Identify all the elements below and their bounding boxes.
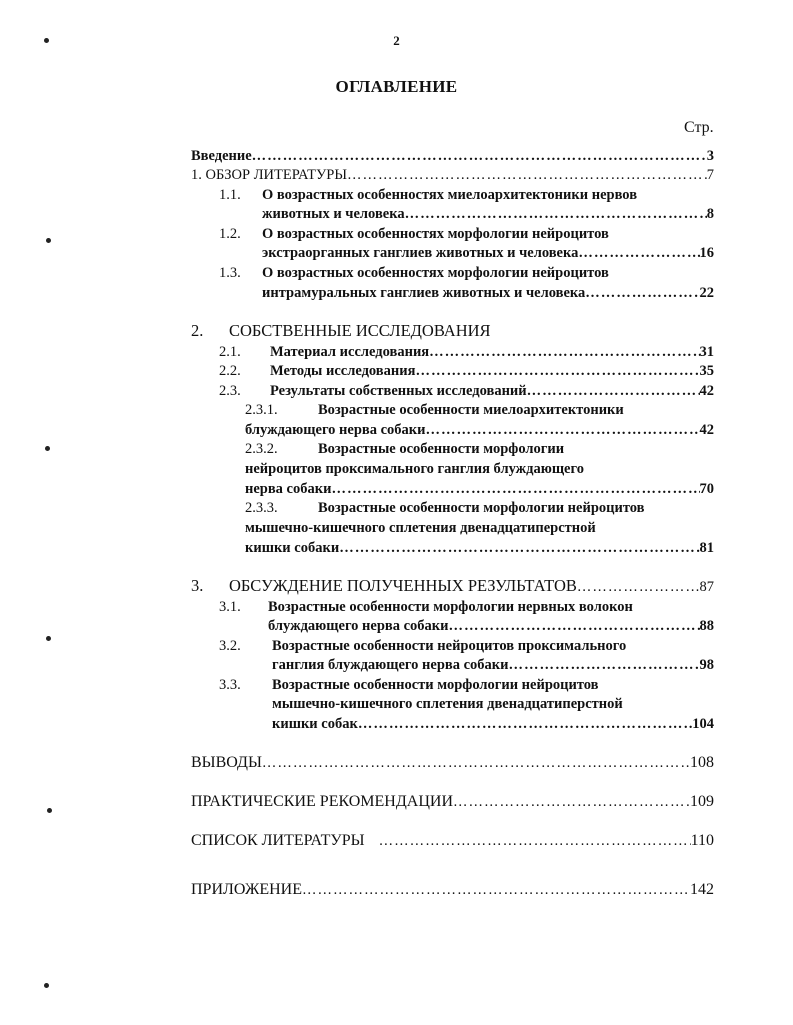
toc-entry-text: Возрастные особенности морфологии нейроцитов xyxy=(318,500,645,516)
toc-entry-text: Результаты собственных исследований xyxy=(270,383,527,399)
toc-page: 16 xyxy=(699,245,714,261)
toc-entry-section-3[interactable] xyxy=(229,577,714,596)
toc-entry-text: нерва собаки xyxy=(245,481,332,497)
toc-entry-text: О возрастных особенностях морфологии нейроцитов xyxy=(262,265,609,281)
toc-page: 31 xyxy=(699,344,714,360)
toc-page: 110 xyxy=(690,832,714,849)
toc-page: 104 xyxy=(692,716,714,732)
page-title: ОГЛАВЛЕНИЕ xyxy=(335,77,458,96)
toc-entry-text: блуждающего нерва собаки xyxy=(268,618,449,634)
toc-page: 42 xyxy=(699,383,714,399)
toc-entry-2-2[interactable] xyxy=(270,362,714,380)
margin-bullet xyxy=(44,983,49,988)
toc-entry-conclusions[interactable] xyxy=(191,754,714,772)
toc-entry-text: Возрастные особенности морфологии xyxy=(318,441,565,457)
toc-entry-text: Возрастные особенности морфологии нейроцитов xyxy=(272,677,599,693)
toc-entry-recommendations[interactable] xyxy=(191,793,714,811)
toc-entry-1-2[interactable] xyxy=(262,244,714,262)
toc-entry-text: блуждающего нерва собаки xyxy=(245,422,426,438)
margin-bullet xyxy=(46,636,51,641)
toc-number: 2.3.2. xyxy=(245,441,278,457)
toc-entry-section-2[interactable]: СОБСТВЕННЫЕ ИССЛЕДОВАНИЯ xyxy=(229,321,491,340)
toc-page: 35 xyxy=(699,363,714,379)
toc-entry-text: ОБСУЖДЕНИЕ ПОЛУЧЕННЫХ РЕЗУЛЬТАТОВ xyxy=(229,576,577,595)
toc-page: 22 xyxy=(699,285,714,301)
toc-page: 98 xyxy=(699,657,714,673)
toc-entry-2-1[interactable] xyxy=(270,343,714,361)
toc-page: 81 xyxy=(699,540,714,556)
toc-entry-text: нейроцитов проксимального ганглия блуждающего xyxy=(245,461,584,477)
toc-entry-text: Возрастные особенности миелоархитектоники xyxy=(318,402,624,418)
toc-entry-text: ПРАКТИЧЕСКИЕ РЕКОМЕНДАЦИИ xyxy=(191,793,453,810)
toc-entry-text: животных и человека xyxy=(262,206,405,222)
toc-page: 108 xyxy=(690,754,714,771)
toc-entry-2-3[interactable] xyxy=(270,382,714,400)
toc-number: 2.1. xyxy=(219,344,241,360)
toc-entry-2-3-2[interactable] xyxy=(245,480,714,498)
toc-page: 109 xyxy=(690,793,714,810)
toc-number: 2. xyxy=(191,321,204,340)
margin-bullet xyxy=(46,238,51,243)
toc-entry-text: Возрастные особенности морфологии нервных волокон xyxy=(268,599,633,615)
toc-entry-text: ганглия блуждающего нерва собаки xyxy=(272,657,509,673)
toc-entry-text: кишки собаки xyxy=(245,540,340,556)
toc-number: 1.3. xyxy=(219,265,241,281)
toc-entry-text: мышечно-кишечного сплетения двенадцатиперстной xyxy=(272,696,623,712)
toc-number: 2.2. xyxy=(219,363,241,379)
toc-number: 3.2. xyxy=(219,638,241,654)
toc-entry-text: интрамуральных ганглиев животных и человека xyxy=(262,285,586,301)
margin-bullet xyxy=(45,446,50,451)
toc-number: 3.1. xyxy=(219,599,241,615)
toc-entry-text: Введение xyxy=(191,148,252,164)
toc-page: 8 xyxy=(706,206,714,222)
toc-entry-2-3-3[interactable] xyxy=(245,539,714,557)
toc-number: 2.3.3. xyxy=(245,500,278,516)
toc-entry-intro[interactable] xyxy=(191,147,714,165)
toc-entry-text: кишки собак xyxy=(272,716,358,732)
toc-number: 3. xyxy=(191,576,204,595)
toc-entry-3-3[interactable] xyxy=(272,715,714,733)
toc-entry-3-1[interactable] xyxy=(268,617,714,635)
toc-number: 3.3. xyxy=(219,677,241,693)
toc-entry-text: СПИСОК ЛИТЕРАТУРЫ xyxy=(191,832,365,849)
toc-number: 1.1. xyxy=(219,187,241,203)
page-number: 2 xyxy=(393,33,400,48)
toc-number: 2.3.1. xyxy=(245,402,278,418)
toc-entry-section-1[interactable] xyxy=(191,166,714,184)
toc-entry-text: О возрастных особенностях морфологии нейроцитов xyxy=(262,226,609,242)
toc-entry-2-3-1[interactable] xyxy=(245,421,714,439)
toc-entry-text: ПРИЛОЖЕНИЕ xyxy=(191,881,303,898)
toc-page: 87 xyxy=(699,579,714,595)
toc-entry-appendix[interactable] xyxy=(191,881,714,899)
toc-number: 1.2. xyxy=(219,226,241,242)
toc-entry-text: мышечно-кишечного сплетения двенадцатиперстной xyxy=(245,520,596,536)
toc-page: 70 xyxy=(699,481,714,497)
margin-bullet xyxy=(47,808,52,813)
toc-page: 142 xyxy=(690,881,714,898)
toc-entry-literature[interactable] xyxy=(191,832,714,850)
toc-entry-text: Материал исследования xyxy=(270,344,430,360)
toc-number: 2.3. xyxy=(219,383,241,399)
toc-page: 42 xyxy=(699,422,714,438)
toc-page: 3 xyxy=(706,148,714,164)
toc-entry-1-1[interactable] xyxy=(262,205,714,223)
page-column-label: Стр. xyxy=(684,119,714,136)
toc-entry-text: ВЫВОДЫ xyxy=(191,754,262,771)
toc-entry-text: Возрастные особенности нейроцитов проксимального xyxy=(272,638,627,654)
toc-entry-3-2[interactable] xyxy=(272,656,714,674)
toc-entry-1-3[interactable] xyxy=(262,284,714,302)
toc-page: 7 xyxy=(706,167,714,183)
toc-entry-text: Методы исследования xyxy=(270,363,416,379)
toc-page: 88 xyxy=(699,618,714,634)
toc-entry-text: 1. ОБЗОР ЛИТЕРАТУРЫ xyxy=(191,167,347,183)
toc-entry-text: экстраорганных ганглиев животных и человека xyxy=(262,245,579,261)
toc-entry-text: О возрастных особенностях миелоархитектоники нервов xyxy=(262,187,638,203)
